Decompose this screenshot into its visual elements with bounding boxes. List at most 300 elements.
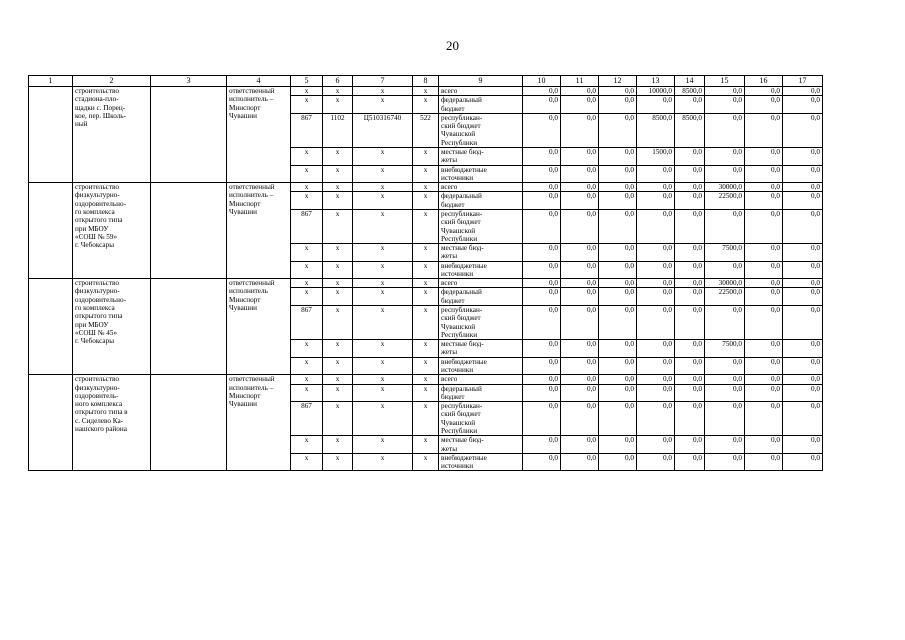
amount-cell: 0,0 [745,288,783,306]
amount-cell: 0,0 [523,244,561,262]
amount-cell: 0,0 [523,436,561,454]
amount-cell: 0,0 [783,165,823,183]
table-row [29,87,823,96]
amount-cell: 0,0 [599,96,637,114]
funding-source: всего [439,375,523,384]
amount-cell: 0,0 [523,209,561,243]
amount-cell: 0,0 [561,87,599,96]
amount-cell: 0,0 [599,288,637,306]
amount-cell: 0,0 [637,192,675,210]
grbs-code: x [291,96,323,114]
column-header-4: 4 [227,76,291,87]
column-header-9: 9 [439,76,523,87]
amount-cell: 0,0 [783,357,823,375]
target-article-code: x [353,192,413,210]
funding-source: федеральный бюджет [439,96,523,114]
object-name: строительство физкультурно- оздоровительно- го комплекса открытого типа при МБОУ «СОШ № 59» г. Чебоксары [73,183,151,279]
grbs-code: x [291,183,323,192]
amount-cell: 0,0 [637,261,675,279]
section-code: x [323,147,353,165]
amount-cell: 0,0 [523,306,561,340]
grbs-code: x [291,87,323,96]
amount-cell: 0,0 [523,192,561,210]
funding-source: всего [439,87,523,96]
blank-cell [151,279,227,375]
grbs-code: 867 [291,402,323,436]
amount-cell: 0,0 [523,375,561,384]
amount-cell: 0,0 [675,436,705,454]
amount-cell: 0,0 [637,165,675,183]
amount-cell: 0,0 [783,453,823,471]
amount-cell: 0,0 [675,183,705,192]
amount-cell: 0,0 [745,87,783,96]
amount-cell: 0,0 [705,453,745,471]
expense-type-code: x [413,453,439,471]
amount-cell: 1500,0 [637,147,675,165]
amount-cell: 0,0 [705,436,745,454]
amount-cell: 0,0 [705,165,745,183]
amount-cell: 0,0 [705,113,745,147]
amount-cell: 0,0 [523,453,561,471]
amount-cell: 0,0 [523,87,561,96]
funding-source: внебюджетные источники [439,261,523,279]
amount-cell: 0,0 [599,209,637,243]
amount-cell: 0,0 [561,209,599,243]
amount-cell: 0,0 [675,209,705,243]
amount-cell: 0,0 [637,288,675,306]
amount-cell: 0,0 [523,279,561,288]
section-code: x [323,375,353,384]
amount-cell: 0,0 [675,279,705,288]
amount-cell: 0,0 [783,209,823,243]
grbs-code: x [291,340,323,358]
amount-cell: 0,0 [599,147,637,165]
section-code: x [323,402,353,436]
column-header-14: 14 [675,76,705,87]
amount-cell: 0,0 [523,96,561,114]
amount-cell: 0,0 [599,436,637,454]
amount-cell: 0,0 [675,261,705,279]
amount-cell: 0,0 [599,306,637,340]
section-code: x [323,279,353,288]
section-code: x [323,183,353,192]
column-header-16: 16 [745,76,783,87]
amount-cell: 0,0 [637,436,675,454]
grbs-code: x [291,165,323,183]
grbs-code: x [291,453,323,471]
amount-cell: 0,0 [675,453,705,471]
target-article-code: x [353,288,413,306]
amount-cell: 0,0 [637,96,675,114]
target-article-code: x [353,357,413,375]
section-code: x [323,288,353,306]
funding-source: внебюджетные источники [439,453,523,471]
funding-source: всего [439,279,523,288]
amount-cell: 0,0 [783,113,823,147]
amount-cell: 0,0 [705,357,745,375]
table-body [29,87,823,471]
amount-cell: 0,0 [561,357,599,375]
amount-cell: 0,0 [637,402,675,436]
amount-cell: 0,0 [783,402,823,436]
amount-cell: 0,0 [637,279,675,288]
amount-cell: 0,0 [561,244,599,262]
expense-type-code: x [413,375,439,384]
funding-source: республикан- ский бюджет Чувашской Республики [439,306,523,340]
amount-cell: 0,0 [637,183,675,192]
amount-cell: 0,0 [783,340,823,358]
page-number: 20 [446,38,459,53]
target-article-code: x [353,436,413,454]
amount-cell: 0,0 [745,192,783,210]
amount-cell: 0,0 [705,375,745,384]
grbs-code: x [291,261,323,279]
column-header-1: 1 [29,76,73,87]
funding-source: всего [439,183,523,192]
section-code: x [323,306,353,340]
amount-cell: 0,0 [561,261,599,279]
expense-type-code: x [413,288,439,306]
funding-source: местные бюд- жеты [439,436,523,454]
target-article-code: x [353,96,413,114]
amount-cell: 0,0 [561,96,599,114]
amount-cell: 0,0 [637,357,675,375]
amount-cell: 0,0 [523,113,561,147]
target-article-code: x [353,244,413,262]
amount-cell: 0,0 [705,384,745,402]
amount-cell: 8500,0 [637,113,675,147]
amount-cell: 0,0 [523,402,561,436]
amount-cell: 0,0 [705,209,745,243]
target-article-code: x [353,147,413,165]
amount-cell: 0,0 [561,453,599,471]
amount-cell: 0,0 [599,261,637,279]
expense-type-code: x [413,384,439,402]
grbs-code: x [291,192,323,210]
amount-cell: 0,0 [599,279,637,288]
target-article-code: x [353,402,413,436]
table-row [29,375,823,384]
amount-cell: 0,0 [561,288,599,306]
amount-cell: 0,0 [675,192,705,210]
amount-cell: 0,0 [745,209,783,243]
expense-type-code: x [413,147,439,165]
target-article-code: x [353,384,413,402]
amount-cell: 0,0 [745,436,783,454]
amount-cell: 0,0 [561,384,599,402]
amount-cell: 0,0 [561,436,599,454]
amount-cell: 0,0 [783,306,823,340]
amount-cell: 0,0 [745,279,783,288]
expense-type-code: x [413,279,439,288]
executor-name: ответственный исполнитель – Минспорт Чувашии [227,87,291,183]
amount-cell: 0,0 [599,183,637,192]
section-code: x [323,96,353,114]
section-code: 1102 [323,113,353,147]
amount-cell: 0,0 [745,113,783,147]
amount-cell: 0,0 [675,384,705,402]
amount-cell: 0,0 [599,357,637,375]
grbs-code: x [291,357,323,375]
column-header-11: 11 [561,76,599,87]
row-number-cell [29,87,73,183]
executor-name: ответственный исполнитель – Минспорт Чувашии [227,375,291,471]
amount-cell: 0,0 [783,375,823,384]
funding-source: федеральный бюджет [439,384,523,402]
expense-type-code: 522 [413,113,439,147]
amount-cell: 0,0 [745,183,783,192]
amount-cell: 0,0 [745,147,783,165]
amount-cell: 0,0 [599,384,637,402]
amount-cell: 0,0 [523,261,561,279]
expense-type-code: x [413,96,439,114]
amount-cell: 0,0 [783,87,823,96]
column-header-10: 10 [523,76,561,87]
amount-cell: 0,0 [599,375,637,384]
expense-type-code: x [413,402,439,436]
column-header-2: 2 [73,76,151,87]
budget-table [28,75,823,471]
amount-cell: 0,0 [783,288,823,306]
blank-cell [151,183,227,279]
amount-cell: 0,0 [523,384,561,402]
amount-cell: 0,0 [561,183,599,192]
amount-cell: 0,0 [705,96,745,114]
amount-cell: 0,0 [783,192,823,210]
funding-source: внебюджетные источники [439,165,523,183]
section-code: x [323,453,353,471]
object-name: строительство стадиона-пло- щадки с. Порец- кое, пер. Школь- ный [73,87,151,183]
amount-cell: 0,0 [561,306,599,340]
section-code: x [323,340,353,358]
amount-cell: 0,0 [561,113,599,147]
target-article-code: x [353,261,413,279]
amount-cell: 10000,0 [637,87,675,96]
expense-type-code: x [413,192,439,210]
target-article-code: x [353,279,413,288]
funding-source: республикан- ский бюджет Чувашской Республики [439,113,523,147]
grbs-code: x [291,279,323,288]
grbs-code: x [291,244,323,262]
amount-cell: 0,0 [783,183,823,192]
amount-cell: 0,0 [637,209,675,243]
amount-cell: 0,0 [675,402,705,436]
amount-cell: 0,0 [637,375,675,384]
funding-source: внебюджетные источники [439,357,523,375]
amount-cell: 0,0 [637,384,675,402]
target-article-code: Ц510316740 [353,113,413,147]
amount-cell: 0,0 [675,165,705,183]
amount-cell: 0,0 [745,375,783,384]
amount-cell: 0,0 [745,96,783,114]
amount-cell: 0,0 [675,288,705,306]
amount-cell: 0,0 [783,279,823,288]
amount-cell: 30000,0 [705,183,745,192]
target-article-code: x [353,165,413,183]
column-header-8: 8 [413,76,439,87]
expense-type-code: x [413,261,439,279]
amount-cell: 0,0 [637,340,675,358]
column-header-7: 7 [353,76,413,87]
object-name: строительство физкультурно- оздоровительно- го комплекса открытого типа при МБОУ «СОШ № 45» г. Чебоксары [73,279,151,375]
amount-cell: 0,0 [637,453,675,471]
amount-cell: 0,0 [599,165,637,183]
amount-cell: 0,0 [705,261,745,279]
amount-cell: 0,0 [523,288,561,306]
amount-cell: 0,0 [561,402,599,436]
section-code: x [323,165,353,183]
expense-type-code: x [413,436,439,454]
row-number-cell [29,279,73,375]
amount-cell: 0,0 [561,192,599,210]
grbs-code: 867 [291,113,323,147]
grbs-code: 867 [291,209,323,243]
expense-type-code: x [413,357,439,375]
amount-cell: 0,0 [745,384,783,402]
funding-source: местные бюд- жеты [439,244,523,262]
grbs-code: x [291,147,323,165]
amount-cell: 0,0 [675,244,705,262]
target-article-code: x [353,306,413,340]
grbs-code: x [291,375,323,384]
amount-cell: 0,0 [745,357,783,375]
row-number-cell [29,375,73,471]
table-row [29,279,823,288]
amount-cell: 0,0 [561,375,599,384]
amount-cell: 0,0 [783,384,823,402]
amount-cell: 0,0 [745,244,783,262]
target-article-code: x [353,375,413,384]
blank-cell [151,375,227,471]
amount-cell: 0,0 [745,402,783,436]
expense-type-code: x [413,340,439,358]
object-name: строительство физкультурно- оздоровитель- ного комплекса открытого типа в с. Сиделево Ка- нашского района [73,375,151,471]
amount-cell: 0,0 [705,87,745,96]
amount-cell: 0,0 [599,340,637,358]
target-article-code: x [353,209,413,243]
column-header-5: 5 [291,76,323,87]
section-code: x [323,436,353,454]
amount-cell: 0,0 [705,306,745,340]
section-code: x [323,357,353,375]
amount-cell: 0,0 [561,165,599,183]
funding-source: федеральный бюджет [439,288,523,306]
section-code: x [323,244,353,262]
amount-cell: 0,0 [705,147,745,165]
amount-cell: 0,0 [523,165,561,183]
funding-source: республикан- ский бюджет Чувашской Республики [439,209,523,243]
column-header-13: 13 [637,76,675,87]
executor-name: ответственный исполнитель Минспорт Чувашии [227,279,291,375]
amount-cell: 0,0 [783,261,823,279]
amount-cell: 0,0 [523,183,561,192]
amount-cell: 0,0 [745,306,783,340]
expense-type-code: x [413,244,439,262]
amount-cell: 0,0 [637,306,675,340]
column-header-row [29,76,823,87]
table-row [29,183,823,192]
column-header-15: 15 [705,76,745,87]
column-header-3: 3 [151,76,227,87]
section-code: x [323,261,353,279]
expense-type-code: x [413,209,439,243]
amount-cell: 0,0 [523,357,561,375]
expense-type-code: x [413,306,439,340]
amount-cell: 0,0 [675,306,705,340]
section-code: x [323,209,353,243]
section-code: x [323,87,353,96]
amount-cell: 0,0 [561,340,599,358]
column-header-12: 12 [599,76,637,87]
column-header-17: 17 [783,76,823,87]
grbs-code: 867 [291,306,323,340]
amount-cell: 0,0 [637,244,675,262]
section-code: x [323,192,353,210]
column-header-6: 6 [323,76,353,87]
target-article-code: x [353,183,413,192]
amount-cell: 0,0 [675,375,705,384]
section-code: x [323,384,353,402]
expense-type-code: x [413,87,439,96]
amount-cell: 0,0 [675,340,705,358]
amount-cell: 0,0 [675,147,705,165]
amount-cell: 0,0 [599,113,637,147]
amount-cell: 0,0 [561,279,599,288]
amount-cell: 22500,0 [705,192,745,210]
expense-type-code: x [413,183,439,192]
amount-cell: 0,0 [561,147,599,165]
amount-cell: 0,0 [745,453,783,471]
blank-cell [151,87,227,183]
amount-cell: 0,0 [599,453,637,471]
grbs-code: x [291,288,323,306]
amount-cell: 0,0 [783,436,823,454]
amount-cell: 0,0 [783,96,823,114]
funding-source: местные бюд- жеты [439,340,523,358]
amount-cell: 0,0 [523,340,561,358]
amount-cell: 0,0 [523,147,561,165]
amount-cell: 0,0 [745,340,783,358]
row-number-cell [29,183,73,279]
amount-cell: 8500,0 [675,87,705,96]
amount-cell: 0,0 [675,96,705,114]
amount-cell: 22500,0 [705,288,745,306]
grbs-code: x [291,384,323,402]
amount-cell: 0,0 [599,87,637,96]
amount-cell: 0,0 [745,165,783,183]
amount-cell: 8500,0 [675,113,705,147]
amount-cell: 0,0 [783,244,823,262]
amount-cell: 0,0 [599,402,637,436]
amount-cell: 7500,0 [705,340,745,358]
amount-cell: 0,0 [599,192,637,210]
amount-cell: 7500,0 [705,244,745,262]
amount-cell: 0,0 [783,147,823,165]
executor-name: ответственный исполнитель – Минспорт Чувашии [227,183,291,279]
target-article-code: x [353,340,413,358]
amount-cell: 0,0 [745,261,783,279]
target-article-code: x [353,453,413,471]
expense-type-code: x [413,165,439,183]
funding-source: республикан- ский бюджет Чувашской Республики [439,402,523,436]
amount-cell: 30000,0 [705,279,745,288]
target-article-code: x [353,87,413,96]
amount-cell: 0,0 [675,357,705,375]
funding-source: федеральный бюджет [439,192,523,210]
amount-cell: 0,0 [599,244,637,262]
funding-source: местные бюд- жеты [439,147,523,165]
amount-cell: 0,0 [705,402,745,436]
